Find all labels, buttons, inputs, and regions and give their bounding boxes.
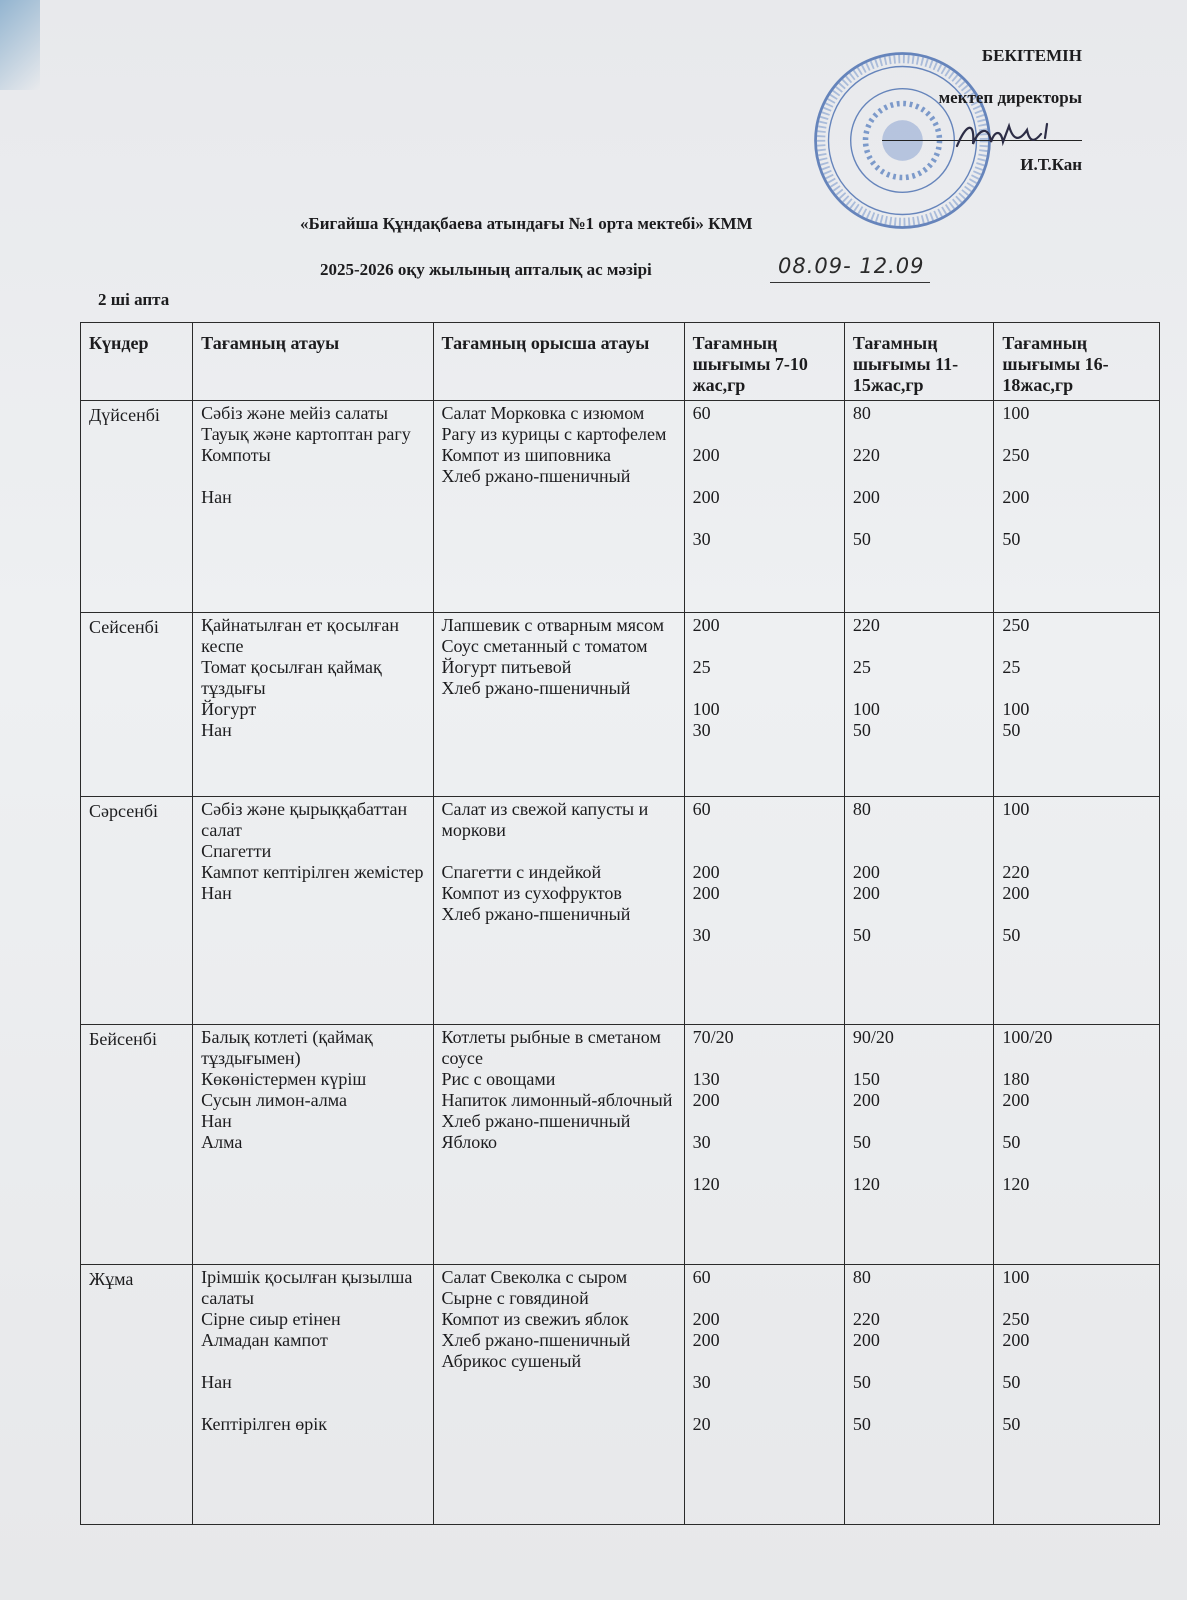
page-fold-shadow bbox=[0, 0, 40, 90]
director-signature bbox=[949, 116, 1059, 156]
dish-ru-cell: Салат из свежой капусты и моркови Спагетти с индейкой Компот из сухофруктов Хлеб ржано-пшеничный bbox=[433, 797, 684, 1025]
week-label: 2 ші апта bbox=[98, 290, 170, 309]
portion-16-18-cell: 100 220 200 50 bbox=[994, 797, 1160, 1025]
portion-11-15-cell: 220 25 100 50 bbox=[844, 613, 994, 797]
dish-kz-cell: Сәбіз және мейіз салаты Тауық және картоптан рагу Компоты Нан bbox=[193, 401, 433, 613]
header-portion-7-10: Тағамның шығымы 7-10 жас,гр bbox=[684, 323, 844, 401]
day-cell: Сейсенбі bbox=[81, 613, 193, 797]
portion-7-10-cell: 60 200 200 30 bbox=[684, 401, 844, 613]
header-dish-name-ru: Тағамның орысша атауы bbox=[433, 323, 684, 401]
day-cell: Жұма bbox=[81, 1265, 193, 1525]
dish-kz-cell: Сәбіз және қырыққабаттан салат Спагетти Кампот кептірілген жемістер Нан bbox=[193, 797, 433, 1025]
portion-16-18-cell: 100 250 200 50 bbox=[994, 401, 1160, 613]
table-row bbox=[81, 797, 1160, 1025]
portion-7-10-cell: 60 200 200 30 20 bbox=[684, 1265, 844, 1525]
dish-kz-cell: Балық котлеті (қаймақ тұздығымен) Көкөністермен күріш Сусын лимон-алма Нан Алма bbox=[193, 1025, 433, 1265]
portion-16-18-cell: 250 25 100 50 bbox=[994, 613, 1160, 797]
dish-ru-cell: Котлеты рыбные в сметаном соусе Рис с овощами Напиток лимонный-яблочный Хлеб ржано-пшеничный Яблоко bbox=[433, 1025, 684, 1265]
day-cell: Дүйсенбі bbox=[81, 401, 193, 613]
handwritten-date-range: 08.09- 12.09 bbox=[778, 254, 925, 278]
dish-kz-cell: Қайнатылған ет қосылған кеспе Томат қосылған қаймақ тұздығы Йогурт Нан bbox=[193, 613, 433, 797]
dish-ru-cell: Лапшевик с отварным мясом Соус сметанный с томатом Йогурт питьевой Хлеб ржано-пшеничный bbox=[433, 613, 684, 797]
header-dish-name-kz: Тағамның атауы bbox=[193, 323, 433, 401]
header-portion-11-15: Тағамның шығымы 11-15жас,гр bbox=[844, 323, 994, 401]
day-cell: Бейсенбі bbox=[81, 1025, 193, 1265]
table-row bbox=[81, 1025, 1160, 1265]
portion-11-15-cell: 80 220 200 50 bbox=[844, 401, 994, 613]
portion-7-10-cell: 70/20 130 200 30 120 bbox=[684, 1025, 844, 1265]
header-days: Күндер bbox=[81, 323, 193, 401]
portion-11-15-cell: 80 220 200 50 50 bbox=[844, 1265, 994, 1525]
table-header-row bbox=[81, 323, 1160, 401]
portion-7-10-cell: 60 200 200 30 bbox=[684, 797, 844, 1025]
organization-name: «Бигайша Құндақбаева атындағы №1 орта мектебі» КММ bbox=[300, 214, 753, 233]
portion-16-18-cell: 100 250 200 50 50 bbox=[994, 1265, 1160, 1525]
table-row bbox=[81, 613, 1160, 797]
date-underline bbox=[770, 282, 930, 283]
portion-11-15-cell: 80 200 200 50 bbox=[844, 797, 994, 1025]
menu-title: 2025-2026 оқу жылының апталық ас мәзірі bbox=[320, 260, 652, 279]
weekly-menu-table bbox=[80, 322, 1160, 1525]
approve-role: мектеп директоры bbox=[938, 88, 1082, 107]
portion-11-15-cell: 90/20 150 200 50 120 bbox=[844, 1025, 994, 1265]
table-row bbox=[81, 401, 1160, 613]
portion-16-18-cell: 100/20 180 200 50 120 bbox=[994, 1025, 1160, 1265]
portion-7-10-cell: 200 25 100 30 bbox=[684, 613, 844, 797]
dish-kz-cell: Ірімшік қосылған қызылша салаты Сірне сиыр етінен Алмадан кампот Нан Кептірілген өрік bbox=[193, 1265, 433, 1525]
day-cell: Сәрсенбі bbox=[81, 797, 193, 1025]
approve-title: БЕКІТЕМІН bbox=[981, 46, 1082, 65]
header-portion-16-18: Тағамның шығымы 16-18жас,гр bbox=[994, 323, 1160, 401]
dish-ru-cell: Салат Свеколка с сыром Сырне с говядиной Компот из свежиъ яблок Хлеб ржано-пшеничный Абрикос сушеный bbox=[433, 1265, 684, 1525]
dish-ru-cell: Салат Морковка с изюмом Рагу из курицы с картофелем Компот из шиповника Хлеб ржано-пшеничный bbox=[433, 401, 684, 613]
table-row bbox=[81, 1265, 1160, 1525]
approve-name: И.Т.Кан bbox=[1020, 155, 1082, 174]
